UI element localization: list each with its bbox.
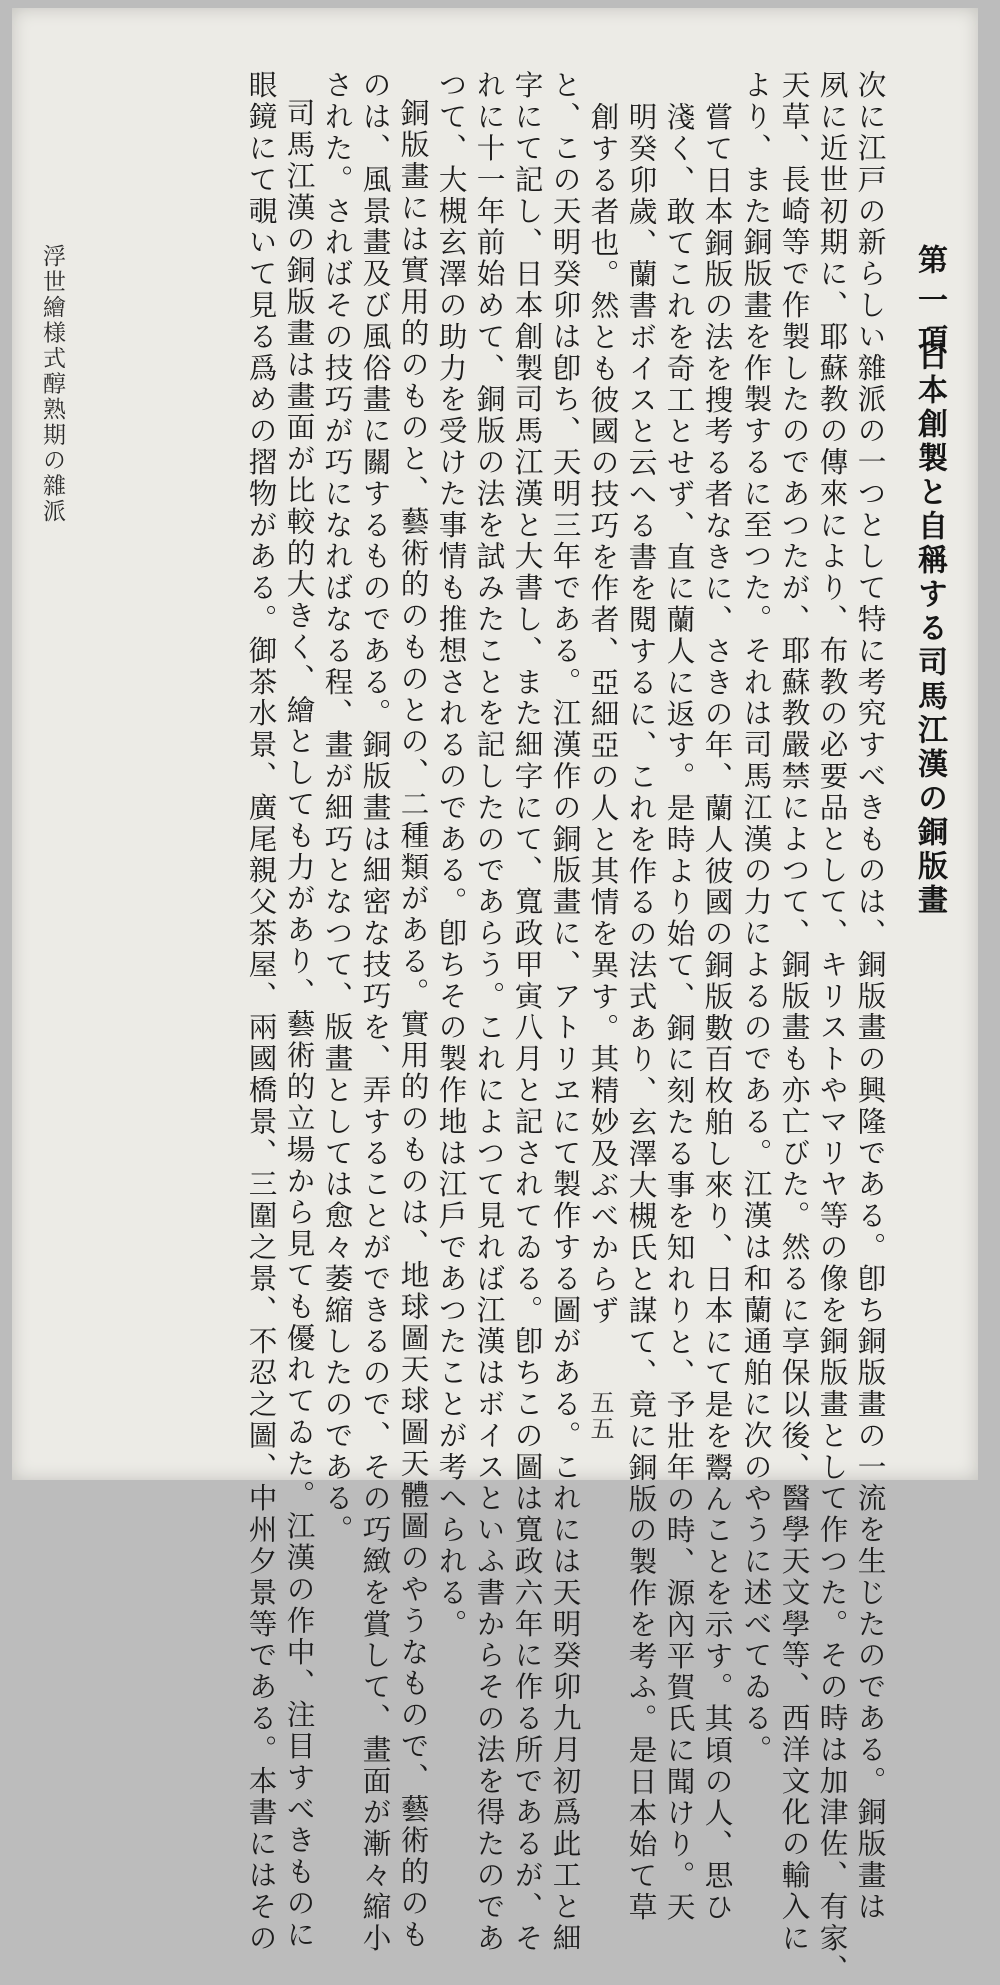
running-title: 浮世繪様式醇熟期の雜派 [39,244,65,525]
text-column: 眼鏡にて覗いて見る爲めの摺物がある。御茶水景、廣尾親父茶屋、兩國橋景、三圍之景、不忍之圖、中州夕景等である。本書にはその [244,70,279,1954]
page-number: 五五 [586,1390,614,1442]
text-column: 夙に近世初期に、耶蘇教の傳來により、布教の必要品として、キリストやマリヤ等の像を銅版畫として作つた。その時は加津佐、有家、 [815,70,850,1985]
text-column: 字にて記し、日本創製司馬江漢と大書し、また細字にて、寬政甲寅八月と記されてゐる。卽ちこの圖は寬政六年に作る所であるが、そ [510,70,545,1954]
text-column: 天草、長崎等で作製したのであつたが、耶蘇教嚴禁によつて、銅版畫も亦亡びた。然るに享保以後、醫學天文學等、西洋文化の輸入に [777,70,812,1954]
quote-column: 明癸卯歲、蘭書ボイスと云へる書を閱するに、これを作るの法式あり、玄澤大槻氏と謀て、竟に銅版の製作を考ふ。是日本始て草 [624,102,659,1924]
text-column: のは、風景畫及び風俗畫に關するものである。銅版畫は細密な技巧を、弄することができるので、その巧緻を賞して、畫面が漸々縮小 [358,70,393,1954]
text-column: と、この天明癸卯は卽ち、天明三年である。江漢作の銅版畫に、アトリヱにて製作する圖がある。これには天明癸卯九月初爲此工と細 [548,70,583,1954]
text-column: つて、大槻玄澤の助力を受けた事情も推想されるのである。卽ちその製作地は江戶であつたことが考へられる。 [434,70,469,1640]
quote-column: 嘗て日本銅版の法を搜考る者なきに、さきの年、蘭人彼國の銅版數百枚舶し來り、日本にて是を鬻んことを示す。其頃の人、思ひ [700,102,735,1924]
section-heading: 日本創製と自稱する司馬江漢の銅版畫 [912,340,947,918]
quote-column: 創する者也。然とも彼國の技巧を作者、亞細亞の人と其情を異す。其精妙及ぶべからず [586,102,621,1327]
text-column: 銅版畫には實用的のものと、藝術的のものとの、二種類がある。實用的のものは、地球圖天球圖天體圖のやうなもので、藝術的のも [396,98,431,1951]
text-column: 次に江戸の新らしい雜派の一つとして特に考究すべきものは、銅版畫の興隆である。卽ち銅版畫の一流を生じたのである。銅版畫は [853,70,888,1923]
text-column: 司馬江漢の銅版畫は畫面が比較的大きく、繪としても力があり、藝術的立場から見ても優れてゐた。江漢の作中、注目すべきものに [282,98,317,1951]
text-column: より、また銅版畫を作製するに至つた。それは司馬江漢の力によるのである。江漢は和蘭通舶に次のやうに述べてゐる。 [739,70,774,1766]
book-page [12,8,978,1985]
quote-column: 淺く、敢てこれを奇工とせず、直に蘭人に返す。是時より始て、銅に刻たる事を知れりと、予壯年の時、源內平賀氏に聞けり。天 [662,102,697,1924]
section-label: 第一項 [912,244,947,364]
text-column: された。さればその技巧が巧になればなる程、畫が細巧となつて、版畫としては愈々萎縮したのである。 [320,70,355,1546]
text-column: れに十一年前始めて、銅版の法を試みたことを記したのであらう。これによつて見れば江漢はボイスといふ書からその法を得たのであ [472,70,507,1954]
